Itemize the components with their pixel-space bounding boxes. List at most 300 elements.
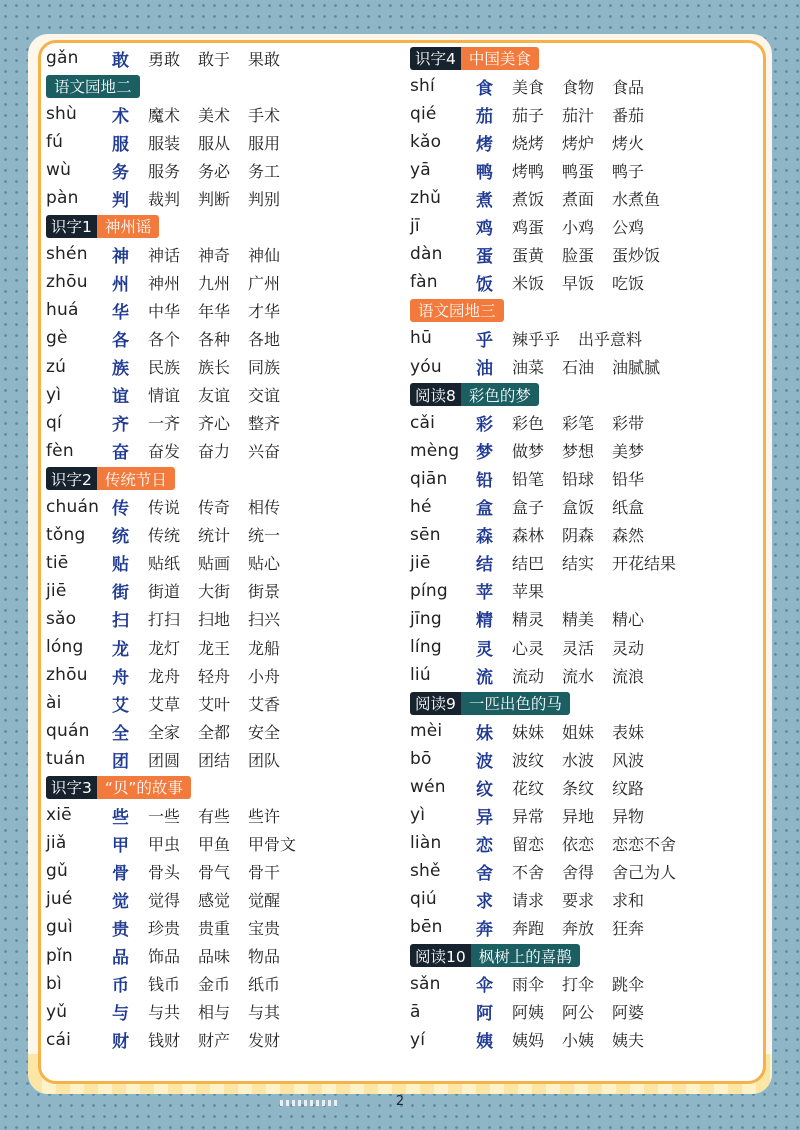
example-word: 波纹 bbox=[512, 750, 545, 770]
character: 服 bbox=[112, 134, 129, 155]
example-word: 务工 bbox=[248, 161, 281, 181]
example-word: 梦想 bbox=[562, 442, 595, 462]
character: 贵 bbox=[112, 919, 129, 940]
example-word: 阿公 bbox=[562, 1003, 595, 1023]
example-word: 精灵 bbox=[512, 610, 545, 630]
character: 判 bbox=[112, 190, 129, 211]
vocab-row bbox=[46, 521, 396, 549]
pinyin: qí bbox=[46, 412, 62, 433]
example-word: 扫地 bbox=[198, 610, 231, 630]
example-word: 小姨 bbox=[562, 1031, 595, 1051]
pinyin: cái bbox=[46, 1029, 72, 1050]
character: 苹 bbox=[476, 583, 493, 604]
example-word: 森然 bbox=[612, 526, 645, 546]
character: 街 bbox=[112, 583, 129, 604]
example-word: 敢于 bbox=[198, 49, 231, 69]
example-word: 各种 bbox=[198, 329, 231, 349]
vocab-row bbox=[410, 100, 750, 128]
lesson-tag bbox=[410, 944, 580, 967]
character: 油 bbox=[476, 359, 493, 380]
character: 神 bbox=[112, 246, 129, 267]
example-word: 蛋黄 bbox=[512, 245, 545, 265]
character: 舟 bbox=[112, 667, 129, 688]
pinyin: yóu bbox=[410, 356, 442, 377]
pinyin: yì bbox=[46, 384, 62, 405]
example-word: 煮饭 bbox=[512, 189, 545, 209]
example-word: 与其 bbox=[248, 1003, 281, 1023]
vocab-row bbox=[410, 128, 750, 156]
pinyin: quán bbox=[46, 721, 90, 742]
example-word: 小鸡 bbox=[562, 217, 595, 237]
pinyin: liàn bbox=[410, 833, 442, 854]
vocab-row bbox=[410, 605, 750, 633]
pinyin: jiǎ bbox=[46, 833, 67, 854]
character: 蛋 bbox=[476, 246, 493, 267]
example-word: 姐妹 bbox=[562, 722, 595, 742]
example-word: 公鸡 bbox=[612, 217, 645, 237]
character: 奔 bbox=[476, 919, 493, 940]
example-word: 吃饭 bbox=[612, 273, 645, 293]
example-word: 甲骨文 bbox=[248, 834, 297, 854]
example-word: 不舍 bbox=[512, 862, 545, 882]
character: 饭 bbox=[476, 274, 493, 295]
example-word: 食品 bbox=[612, 77, 645, 97]
pinyin: zhǔ bbox=[410, 188, 442, 209]
example-word: 判别 bbox=[248, 189, 281, 209]
example-word: 水煮鱼 bbox=[612, 189, 661, 209]
character: 流 bbox=[476, 667, 493, 688]
vocab-row bbox=[410, 240, 750, 268]
character: 统 bbox=[112, 527, 129, 548]
character: 财 bbox=[112, 1032, 129, 1053]
vocab-row bbox=[46, 829, 396, 857]
pinyin: shù bbox=[46, 104, 78, 125]
pinyin: yā bbox=[410, 160, 431, 181]
lesson-tag bbox=[46, 215, 159, 238]
character: 族 bbox=[112, 359, 129, 380]
lesson-number: 识字1 bbox=[46, 215, 97, 238]
vocab-row bbox=[46, 409, 396, 437]
example-word: 钱币 bbox=[148, 975, 181, 995]
pinyin: ài bbox=[46, 693, 62, 714]
character: 森 bbox=[476, 527, 493, 548]
character: 龙 bbox=[112, 639, 129, 660]
character: 波 bbox=[476, 751, 493, 772]
example-word: 扫兴 bbox=[248, 610, 281, 630]
example-word: 阿姨 bbox=[512, 1003, 545, 1023]
character: 贴 bbox=[112, 555, 129, 576]
character: 觉 bbox=[112, 891, 129, 912]
example-word: 开花结果 bbox=[612, 554, 677, 574]
pinyin: bēn bbox=[410, 917, 443, 938]
pinyin: qiú bbox=[410, 889, 437, 910]
example-word: 裁判 bbox=[148, 189, 181, 209]
pinyin: huá bbox=[46, 300, 79, 321]
example-word: 街道 bbox=[148, 582, 181, 602]
character: 姨 bbox=[476, 1032, 493, 1053]
character: 茄 bbox=[476, 106, 493, 127]
lesson-tag bbox=[410, 692, 570, 715]
example-word: 精心 bbox=[612, 610, 645, 630]
vocab-row bbox=[410, 577, 750, 605]
section-header bbox=[410, 689, 750, 717]
character: 结 bbox=[476, 555, 493, 576]
vocab-row bbox=[410, 184, 750, 212]
example-word: 发财 bbox=[248, 1031, 281, 1051]
pinyin: zhōu bbox=[46, 272, 88, 293]
example-word: 果敢 bbox=[248, 49, 281, 69]
example-word: 钱财 bbox=[148, 1031, 181, 1051]
example-word: 阴森 bbox=[562, 526, 595, 546]
pinyin: jīng bbox=[410, 608, 442, 629]
vocab-row bbox=[46, 493, 396, 521]
example-word: 盒饭 bbox=[562, 498, 595, 518]
example-word: 整齐 bbox=[248, 414, 281, 434]
pinyin: chuán bbox=[46, 496, 100, 517]
vocab-row bbox=[410, 268, 750, 296]
example-word: 街景 bbox=[248, 582, 281, 602]
example-word: 团队 bbox=[248, 750, 281, 770]
character: 齐 bbox=[112, 415, 129, 436]
example-word: 贵重 bbox=[198, 918, 231, 938]
example-word: 盒子 bbox=[512, 498, 545, 518]
lesson-number: 阅读9 bbox=[410, 692, 461, 715]
example-word: 彩带 bbox=[612, 414, 645, 434]
pinyin: gǔ bbox=[46, 861, 68, 882]
example-word: 与共 bbox=[148, 1003, 181, 1023]
example-word: 宝贵 bbox=[248, 918, 281, 938]
vocab-row bbox=[46, 998, 396, 1026]
pinyin: bō bbox=[410, 749, 432, 770]
example-word: 同族 bbox=[248, 358, 281, 378]
character: 传 bbox=[112, 499, 129, 520]
example-word: 表妹 bbox=[612, 722, 645, 742]
example-word: 九州 bbox=[198, 273, 231, 293]
example-word: 甲虫 bbox=[148, 834, 181, 854]
character: 甲 bbox=[112, 835, 129, 856]
vocab-row bbox=[46, 44, 396, 72]
lesson-title: 一匹出色的马 bbox=[461, 692, 570, 715]
example-word: 龙舟 bbox=[148, 666, 181, 686]
pinyin: zhōu bbox=[46, 665, 88, 686]
character: 奋 bbox=[112, 443, 129, 464]
character: 与 bbox=[112, 1004, 129, 1025]
vocab-row bbox=[410, 885, 750, 913]
example-word: 全都 bbox=[198, 722, 231, 742]
vocab-row bbox=[410, 521, 750, 549]
example-word: 茄子 bbox=[512, 105, 545, 125]
vocab-row bbox=[46, 437, 396, 465]
vocab-row bbox=[410, 212, 750, 240]
example-word: 各地 bbox=[248, 329, 281, 349]
example-word: 做梦 bbox=[512, 442, 545, 462]
example-word: 妹妹 bbox=[512, 722, 545, 742]
pinyin: xiē bbox=[46, 805, 72, 826]
vocab-row bbox=[410, 353, 750, 381]
pinyin: tuán bbox=[46, 749, 86, 770]
example-word: 务必 bbox=[198, 161, 231, 181]
example-word: 统计 bbox=[198, 526, 231, 546]
example-word: 珍贵 bbox=[148, 918, 181, 938]
example-word: 艾叶 bbox=[198, 694, 231, 714]
example-word: 魔术 bbox=[148, 105, 181, 125]
character: 铅 bbox=[476, 471, 493, 492]
vocab-row bbox=[410, 156, 750, 184]
example-word: 花纹 bbox=[512, 778, 545, 798]
example-word: 姨妈 bbox=[512, 1031, 545, 1051]
example-word: 团圆 bbox=[148, 750, 181, 770]
character: 谊 bbox=[112, 387, 129, 408]
example-word: 彩色 bbox=[512, 414, 545, 434]
vocab-row bbox=[46, 689, 396, 717]
vocab-row bbox=[46, 885, 396, 913]
vocab-row bbox=[46, 801, 396, 829]
example-word: 小舟 bbox=[248, 666, 281, 686]
vocab-row bbox=[410, 437, 750, 465]
section-header bbox=[46, 465, 396, 493]
example-word: 美食 bbox=[512, 77, 545, 97]
character: 各 bbox=[112, 330, 129, 351]
example-word: 服装 bbox=[148, 133, 181, 153]
pinyin: shén bbox=[46, 244, 88, 265]
character: 些 bbox=[112, 807, 129, 828]
lesson-number: 阅读8 bbox=[410, 383, 461, 406]
example-word: 风波 bbox=[612, 750, 645, 770]
pinyin: yí bbox=[410, 1029, 426, 1050]
vocab-row bbox=[46, 633, 396, 661]
character: 煮 bbox=[476, 190, 493, 211]
example-word: 广州 bbox=[248, 273, 281, 293]
example-word: 判断 bbox=[198, 189, 231, 209]
lesson-title: 传统节日 bbox=[97, 467, 175, 490]
example-word: 要求 bbox=[562, 890, 595, 910]
vocab-row bbox=[46, 353, 396, 381]
vocab-row bbox=[410, 998, 750, 1026]
vocab-row bbox=[410, 409, 750, 437]
example-word: 流动 bbox=[512, 666, 545, 686]
lesson-tag bbox=[46, 467, 175, 490]
example-word: 食物 bbox=[562, 77, 595, 97]
pinyin: fèn bbox=[46, 440, 74, 461]
example-word: 米饭 bbox=[512, 273, 545, 293]
example-word: 烤火 bbox=[612, 133, 645, 153]
character: 彩 bbox=[476, 415, 493, 436]
character: 食 bbox=[476, 78, 493, 99]
example-word: 贴心 bbox=[248, 554, 281, 574]
right-column bbox=[410, 44, 750, 1054]
example-word: 一些 bbox=[148, 806, 181, 826]
example-word: 服从 bbox=[198, 133, 231, 153]
section-header bbox=[410, 381, 750, 409]
pinyin: wén bbox=[410, 777, 446, 798]
vocab-row bbox=[46, 577, 396, 605]
example-word: 中华 bbox=[148, 301, 181, 321]
example-word: 手术 bbox=[248, 105, 281, 125]
example-word: 奋发 bbox=[148, 442, 181, 462]
pinyin: pǐn bbox=[46, 945, 73, 966]
vocab-row bbox=[410, 493, 750, 521]
lesson-number: 识字2 bbox=[46, 467, 97, 490]
pinyin: jué bbox=[46, 889, 73, 910]
example-word: 情谊 bbox=[148, 386, 181, 406]
vocab-row bbox=[410, 1026, 750, 1054]
vocab-row bbox=[46, 184, 396, 212]
vocab-row bbox=[410, 857, 750, 885]
vocab-row bbox=[410, 773, 750, 801]
pinyin: cǎi bbox=[410, 412, 436, 433]
example-word: 艾香 bbox=[248, 694, 281, 714]
example-word: 贴纸 bbox=[148, 554, 181, 574]
example-word: 请求 bbox=[512, 890, 545, 910]
page-number: 2 bbox=[395, 1094, 405, 1109]
character: 纹 bbox=[476, 779, 493, 800]
pinyin: píng bbox=[410, 580, 448, 601]
example-word: 年华 bbox=[198, 301, 231, 321]
example-word: 勇敢 bbox=[148, 49, 181, 69]
character: 精 bbox=[476, 611, 493, 632]
lesson-title: 神州谣 bbox=[97, 215, 160, 238]
example-word: 物品 bbox=[248, 947, 281, 967]
vocab-row bbox=[46, 100, 396, 128]
example-word: 灵动 bbox=[612, 638, 645, 658]
example-word: 全家 bbox=[148, 722, 181, 742]
example-word: 打扫 bbox=[148, 610, 181, 630]
lesson-tag bbox=[410, 47, 539, 70]
lesson-title: 语文园地三 bbox=[410, 299, 504, 322]
character: 币 bbox=[112, 976, 129, 997]
vocab-row bbox=[46, 1026, 396, 1054]
example-word: 财产 bbox=[198, 1031, 231, 1051]
example-word: 苹果 bbox=[512, 582, 545, 602]
example-word: 传统 bbox=[148, 526, 181, 546]
example-word: 感觉 bbox=[198, 890, 231, 910]
pinyin: qié bbox=[410, 104, 437, 125]
character: 异 bbox=[476, 807, 493, 828]
example-word: 异物 bbox=[612, 806, 645, 826]
pinyin: tǒng bbox=[46, 524, 86, 545]
character: 灵 bbox=[476, 639, 493, 660]
example-word: 神奇 bbox=[198, 245, 231, 265]
lesson-tag bbox=[410, 299, 504, 322]
lesson-title: 中国美食 bbox=[461, 47, 539, 70]
pinyin: gǎn bbox=[46, 48, 79, 69]
example-word: 服务 bbox=[148, 161, 181, 181]
pinyin: wù bbox=[46, 160, 72, 181]
vocab-row bbox=[46, 661, 396, 689]
example-word: 铅华 bbox=[612, 470, 645, 490]
example-word: 团结 bbox=[198, 750, 231, 770]
example-word: 茄汁 bbox=[562, 105, 595, 125]
character: 敢 bbox=[112, 50, 129, 71]
example-word: 品味 bbox=[198, 947, 231, 967]
example-word: 各个 bbox=[148, 329, 181, 349]
example-word: 彩笔 bbox=[562, 414, 595, 434]
pinyin: mèi bbox=[410, 721, 443, 742]
vocab-row bbox=[410, 829, 750, 857]
character: 务 bbox=[112, 162, 129, 183]
lesson-title: 语文园地二 bbox=[46, 75, 140, 98]
example-word: 一齐 bbox=[148, 414, 181, 434]
example-word: 打伞 bbox=[562, 975, 595, 995]
example-word: 统一 bbox=[248, 526, 281, 546]
pinyin: jiē bbox=[410, 552, 431, 573]
lesson-tag bbox=[46, 75, 140, 98]
character: 舍 bbox=[476, 863, 493, 884]
example-word: 觉得 bbox=[148, 890, 181, 910]
pinyin: sǎn bbox=[410, 973, 441, 994]
example-word: 阿婆 bbox=[612, 1003, 645, 1023]
vocab-row bbox=[410, 717, 750, 745]
character: 妹 bbox=[476, 723, 493, 744]
example-word: 些许 bbox=[248, 806, 281, 826]
character: 伞 bbox=[476, 976, 493, 997]
example-word: 跳伞 bbox=[612, 975, 645, 995]
lesson-title: 枫树上的喜鹊 bbox=[471, 944, 580, 967]
example-word: 雨伞 bbox=[512, 975, 545, 995]
pinyin: mèng bbox=[410, 440, 460, 461]
example-word: 烤鸭 bbox=[512, 161, 545, 181]
example-word: 奔放 bbox=[562, 918, 595, 938]
example-word: 辣乎乎 bbox=[512, 329, 561, 349]
example-word: 依恋 bbox=[562, 834, 595, 854]
vocab-row bbox=[46, 942, 396, 970]
section-header bbox=[410, 296, 750, 324]
example-word: 铅球 bbox=[562, 470, 595, 490]
vocab-row bbox=[410, 913, 750, 941]
example-word: 才华 bbox=[248, 301, 281, 321]
example-word: 灵活 bbox=[562, 638, 595, 658]
vocab-row bbox=[46, 268, 396, 296]
character: 术 bbox=[112, 106, 129, 127]
example-word: 求和 bbox=[612, 890, 645, 910]
example-word: 美梦 bbox=[612, 442, 645, 462]
example-word: 服用 bbox=[248, 133, 281, 153]
example-word: 煮面 bbox=[562, 189, 595, 209]
lesson-number: 识字4 bbox=[410, 47, 461, 70]
example-word: 结实 bbox=[562, 554, 595, 574]
pinyin: ā bbox=[410, 1001, 421, 1022]
example-word: 心灵 bbox=[512, 638, 545, 658]
character: 烤 bbox=[476, 134, 493, 155]
example-word: 鸭蛋 bbox=[562, 161, 595, 181]
character: 乎 bbox=[476, 330, 493, 351]
example-word: 龙船 bbox=[248, 638, 281, 658]
vocab-row bbox=[410, 72, 750, 100]
example-word: 传奇 bbox=[198, 498, 231, 518]
character: 团 bbox=[112, 751, 129, 772]
example-word: 奋力 bbox=[198, 442, 231, 462]
vocab-row bbox=[410, 970, 750, 998]
example-word: 骨气 bbox=[198, 862, 231, 882]
pinyin: hū bbox=[410, 328, 432, 349]
pinyin: jiē bbox=[46, 580, 67, 601]
example-word: 油菜 bbox=[512, 358, 545, 378]
lesson-title: “贝”的故事 bbox=[97, 776, 191, 799]
character: 艾 bbox=[112, 695, 129, 716]
pinyin: yǔ bbox=[46, 1001, 68, 1022]
character: 阿 bbox=[476, 1004, 493, 1025]
section-header bbox=[410, 942, 750, 970]
example-word: 纸盒 bbox=[612, 498, 645, 518]
vocab-row bbox=[410, 661, 750, 689]
example-word: 传说 bbox=[148, 498, 181, 518]
pinyin: gè bbox=[46, 328, 68, 349]
lesson-title: 彩色的梦 bbox=[461, 383, 539, 406]
vocab-row bbox=[410, 633, 750, 661]
example-word: 相与 bbox=[198, 1003, 231, 1023]
pinyin: líng bbox=[410, 637, 442, 657]
pinyin: lóng bbox=[46, 637, 84, 657]
